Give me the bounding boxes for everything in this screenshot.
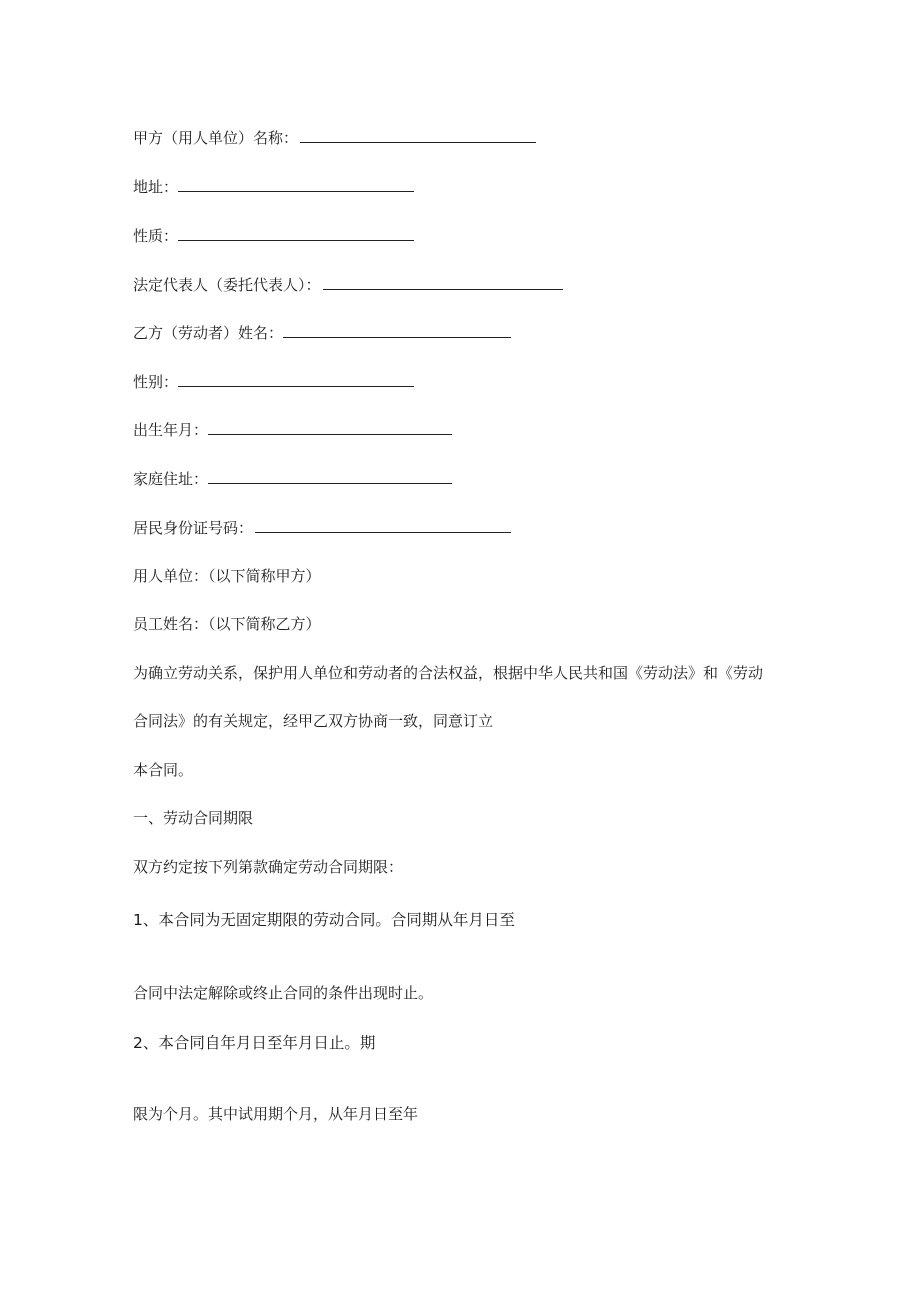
field-address xyxy=(133,177,414,197)
fill-blank[interactable] xyxy=(300,128,536,143)
fill-blank[interactable] xyxy=(323,275,563,290)
field-label: 法定代表人（委托代表人）： xyxy=(133,276,321,294)
field-label: 甲方（用人单位）名称： xyxy=(133,129,299,147)
fill-blank[interactable] xyxy=(178,226,414,241)
clause-item-2-continuation: 限为个月。其中试用期个月，从年月日至年 xyxy=(133,1105,419,1123)
field-label: 性质： xyxy=(133,227,179,245)
section-heading-contract-term: 一、劳动合同期限 xyxy=(133,809,254,827)
field-label: 出生年月： xyxy=(133,421,209,439)
fill-blank[interactable] xyxy=(178,372,414,387)
intro-paragraph-line-2: 合同法》的有关规定，经甲乙双方协商一致，同意订立 xyxy=(133,712,494,730)
fill-blank[interactable] xyxy=(208,420,452,435)
definition-employer: 用人单位：（以下简称甲方） xyxy=(133,567,321,585)
field-label: 乙方（劳动者）姓名： xyxy=(133,324,284,342)
field-party-b-name xyxy=(133,323,511,343)
fill-blank[interactable] xyxy=(178,177,414,192)
field-label: 性别： xyxy=(133,373,179,391)
fill-blank[interactable] xyxy=(283,323,511,338)
field-birth xyxy=(133,420,452,440)
section-description: 双方约定按下列第款确定劳动合同期限： xyxy=(133,858,404,876)
field-legal-rep xyxy=(133,275,563,295)
clause-item-1-continuation: 合同中法定解除或终止合同的条件出现时止。 xyxy=(133,984,434,1002)
fill-blank[interactable] xyxy=(208,469,452,484)
fill-blank[interactable] xyxy=(255,518,511,533)
intro-paragraph-line-1: 为确立劳动关系，保护用人单位和劳动者的合法权益，根据中华人民共和国《劳动法》和《劳动 xyxy=(133,664,764,682)
field-party-a-name xyxy=(133,128,536,148)
clause-item-2: 2、本合同自年月日至年月日止。期 xyxy=(133,1034,376,1052)
field-label: 地址： xyxy=(133,178,179,196)
field-home-address xyxy=(133,469,452,489)
field-id-number xyxy=(133,518,511,538)
field-label: 家庭住址： xyxy=(133,470,209,488)
intro-paragraph-line-3: 本合同。 xyxy=(133,761,194,779)
definition-employee: 员工姓名：（以下简称乙方） xyxy=(133,615,321,633)
clause-item-1: 1、本合同为无固定期限的劳动合同。合同期从年月日至 xyxy=(133,911,515,929)
field-gender xyxy=(133,372,414,392)
field-label: 居民身份证号码： xyxy=(133,519,254,537)
field-nature xyxy=(133,226,414,246)
